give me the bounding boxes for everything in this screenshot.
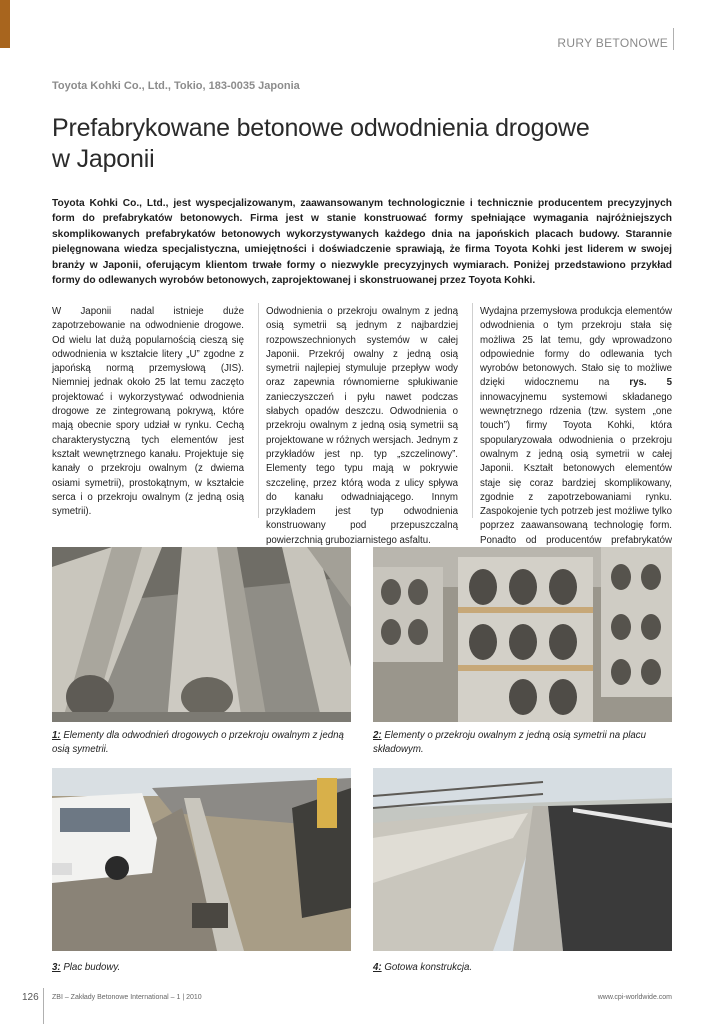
photo-stacked-elements: [373, 547, 672, 722]
column-divider: [472, 303, 473, 518]
section-divider: [673, 28, 674, 50]
body-column-2: Odwodnienia o przekroju owalnym z jedną osią symetrii są jednym z najbardziej rozpowszechnionych systemów w całej Japonii. Przekrój owalny z jedną osią symetrii najlepiej stymuluje przepływ wody oraz zapewnia równomierne spłukiwanie zanieczyszczeń i pyłu nawet podczas słabych opadów deszczu. Odwodnienia o przekroju owalnym z jedną osią symetrii są projektowane w różnych wersjach. Jednym z przykładów jest np. typ „szczelinowy”. Elementy tego typu mają w pokrywie szczelinę, przez którą woda z ulicy spływa do kanału odwadniającego. Innym przykładem jest typ odwodnienia konstruowany pod przepuszczalną powierzchnią gruboziarnistego asfaltu.: [266, 306, 458, 546]
figure-number: 3:: [52, 962, 61, 973]
company-address: Toyota Kohki Co., Ltd., Tokio, 183-0035 Japonia: [52, 80, 300, 92]
photo-drainage-elements: [52, 547, 351, 722]
figure-caption-2: [373, 729, 672, 757]
col3-text-b: innowacyjnemu systemowi składanego wewnętrznego rdzenia (tzw. system „one touch”) firmy Toyota Kohki, która spopularyzowała odwodnienia o przekroju owalnym z jedną osią symetrii w całej Japonii. Kształt betonowych elementów staje się coraz bardziej skomplikowany, zgodnie z zapotrzebowaniami rynku. Zaspokojenie tych potrzeb jest możliwe tylko poprzez zaawansowaną technologię form. Ponadto od producentów prefabrykatów: [480, 391, 672, 546]
footer-journal: ZBI – Zakłady Betonowe International – 1 | 2010: [52, 994, 202, 1001]
title-line-1: Prefabrykowane betonowe odwodnienia drogowe: [52, 114, 590, 142]
body-column-3: [480, 305, 672, 562]
photo-construction-site: [52, 768, 351, 951]
figure-caption-3: [52, 961, 351, 975]
column-divider: [258, 303, 259, 518]
caption-text: Plac budowy.: [60, 962, 121, 973]
section-label: RURY BETONOWE: [557, 36, 668, 50]
body-column-1: W Japonii nadal istnieje duże zapotrzebowanie na odwodnienie drogowe. Od wielu lat dużą popularnością cieszą się odwodnienia w kształcie litery „U” zgodne z japońską normą przemysłową (JIS). Niemniej jednak około 25 lat temu zaczęto projektować i wykorzystywać odwodnienia drogowe ze zintegrowaną pokrywą, które mają obecnie spory udział w rynku. Cechą charakterystyczną tych elementów jest kształt wewnętrznego kanału. Projektuje się kanały o przekroju owalnym (z dwiema osiami symetrii), prostokątnym, w kształcie serca i o przekroju owalnym (z jedną osią symetrii).: [52, 306, 244, 518]
figure-caption-1: [52, 729, 351, 757]
footer-website: www.cpi-worldwide.com: [597, 994, 672, 1001]
article-title: [52, 113, 672, 175]
page-number: 126: [22, 992, 39, 1003]
figure-caption-4: [373, 961, 672, 975]
footer-divider: [43, 988, 44, 1024]
title-line-2: w Japonii: [52, 145, 155, 173]
caption-text: Gotowa konstrukcja.: [381, 962, 473, 973]
figure-number: 4:: [373, 962, 382, 973]
col3-text-a: Wydajna przemysłowa produkcja elementów odwodnienia o tym przekroju stała się możliwa 25 lat temu, gdy wprowadzono odpowiednie formy do odlewania tych wyrobów betonowych. Stało się to możliwe dzięki widocznemu na: [480, 306, 672, 389]
caption-text: Elementy dla odwodnień drogowych o przekroju owalnym z jedną osią symetrii.: [52, 730, 344, 755]
brand-color-bar: [0, 0, 10, 48]
figure-reference: rys. 5: [629, 377, 672, 389]
lead-paragraph: Toyota Kohki Co., Ltd., jest wyspecjalizowanym, zaawansowanym technologicznie i technicznie producentem precyzyjnych form do prefabrykatów betonowych. Firma jest w stanie konstruować formy spełniające wymagania najróżniejszych skomplikowanych prefabrykatów betonowych wykorzystywanych każdego dnia na japońskich placach budowy. Starannie pielęgnowana wiedza specjalistyczna, umiejętności i doświadczenie sprawiają, że firma Toyota Kohki jest liderem w swojej branży w Japonii, oferującym klientom trwałe formy o niezwykle precyzyjnych wymiarach. Poniżej przedstawiono przykład formy do odlewanych wyrobów betonowych, zaprojektowanej i skonstruowanej przez Toyota Kohki.: [52, 198, 672, 287]
photo-finished-construction: [373, 768, 672, 951]
caption-text: Elementy o przekroju owalnym z jedną osią symetrii na placu składowym.: [373, 730, 646, 755]
figure-number: 2:: [373, 730, 382, 741]
figure-number: 1:: [52, 730, 61, 741]
